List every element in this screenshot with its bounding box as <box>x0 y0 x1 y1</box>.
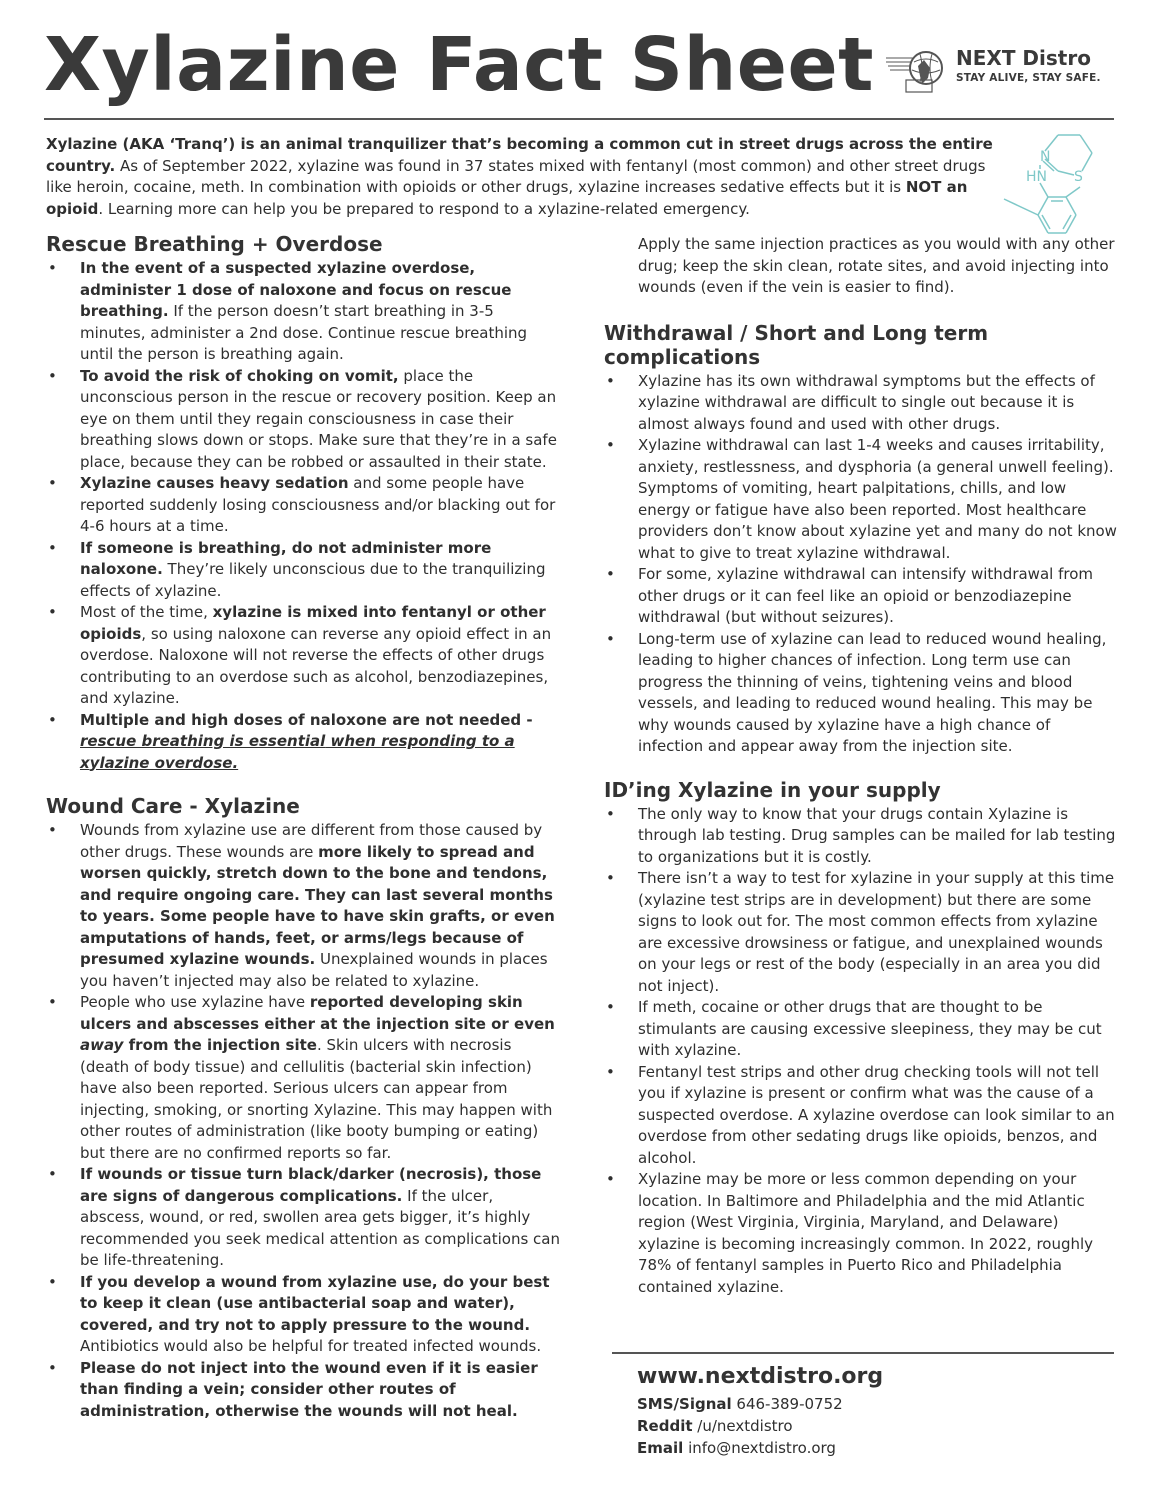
id-list <box>604 804 1120 1299</box>
reddit-value[interactable]: /u/nextdistro <box>692 1417 793 1435</box>
wound-list <box>46 820 560 1422</box>
rescue-section <box>46 232 560 774</box>
rescue-b5-text1: Most of the time, <box>80 603 213 621</box>
list-item <box>46 538 560 603</box>
withdrawal-section <box>604 321 1120 758</box>
rescue-b6-tail: when responding to a xylazine overdose. <box>80 732 515 772</box>
page-title: Xylazine Fact Sheet <box>44 22 875 108</box>
list-item: • Long-term use of xylazine can lead to reduced wound healing, leading to higher chances of infection. Long term use can progress the thinning of veins, tightening veins and blood vessels, and leading to reduced wound healing. This may be why wounds caused by xylazine have a high chance of infection and appear away from the injection site. <box>604 629 1120 758</box>
rescue-heading: Rescue Breathing + Overdose <box>46 232 383 256</box>
contact-footer <box>637 1364 1107 1459</box>
list-item <box>46 820 560 992</box>
list-item <box>46 710 560 775</box>
wound-b2-bold1: reported developing skin ulcers and abscesses either at the injection site or even <box>80 993 555 1033</box>
wound-section <box>46 794 560 1422</box>
list-item: • For some, xylazine withdrawal can intensify withdrawal from other drugs or it can feel like an opioid or benzodiazepine withdrawal (but without seizures). <box>604 564 1120 629</box>
withdrawal-heading: Withdrawal / Short and Long term complications <box>604 320 989 369</box>
logo-tagline: STAY ALIVE, STAY SAFE. <box>956 72 1101 84</box>
list-item: • There isn’t a way to test for xylazine in your supply at this time (xylazine test strips are in development) but there are some signs to look out for. The most common effects from xylazine are excessive drowsiness or fatigue, and unexplained wounds on your legs or rest of the body (especially in an area you did not inject). <box>604 868 1120 997</box>
list-item: • If meth, cocaine or other drugs that are thought to be stimulants are causing excessive sleepiness, they may be cut with xylazine. <box>604 997 1120 1062</box>
wound-b5-bold: Please do not inject into the wound even if it is easier than finding a vein; consider other routes of administration, otherwise the wounds will not heal. <box>80 1358 538 1420</box>
molecule-atom-s: S <box>1074 169 1083 185</box>
wound-b4-text: Antibiotics would also be helpful for treated infected wounds. <box>80 1337 542 1355</box>
wound-heading: Wound Care - Xylazine <box>46 794 300 818</box>
rescue-b5-text2: , so using naloxone can reverse any opioid effect in an overdose. Naloxone will not reverse the effects of other drugs contributing to an overdose such as alcohol, benzodiazepines, and xylazine. <box>80 624 552 707</box>
wound-b2-bold2: from the injection site <box>123 1036 317 1054</box>
wound-continued-text: Apply the same injection practices as you would with any other drug; keep the skin clean, rotate sites, and avoid injecting into wounds (even if the vein is easier to find). <box>638 235 1115 296</box>
id-section <box>604 778 1120 1299</box>
xylazine-molecule-icon <box>1000 125 1100 245</box>
molecule-atom-hn: HN <box>1026 169 1047 185</box>
list-item <box>46 473 560 538</box>
wound-b1-text2: Unexplained wounds in places you haven’t injected may also be related to xylazine. <box>80 950 548 990</box>
rescue-b2-bold: To avoid the risk of choking on vomit, <box>80 366 399 385</box>
rescue-b5-bold: xylazine is mixed into fentanyl or other opioids <box>80 603 546 643</box>
footer-divider <box>612 1352 1114 1354</box>
left-column <box>46 232 560 1422</box>
intro-paragraph <box>46 134 1006 220</box>
list-item <box>46 1164 560 1272</box>
rescue-b6-underline: rescue breathing is essential <box>80 732 326 750</box>
rescue-list <box>46 258 560 774</box>
list-item: • Xylazine withdrawal can last 1-4 weeks and causes irritability, anxiety, restlessness, and dysphoria (a general unwell feeling). Symptoms of vomiting, heart palpitations, chills, and low energy or fatigue have also been reported. Most healthcare providers don’t know about xylazine yet and many do not know what to give to treat xylazine withdrawal. <box>604 435 1120 564</box>
wound-b3-text: If the ulcer, abscess, wound, or red, swollen area gets bigger, it’s highly recommended you seek medical attention as complications can be life-threatening. <box>80 1186 561 1269</box>
globe-logo-icon <box>884 44 950 96</box>
molecule-atom-n: N <box>1040 149 1051 165</box>
reddit-label: Reddit <box>637 1417 693 1435</box>
sms-value[interactable]: 646-389-0752 <box>731 1395 843 1413</box>
wound-b4-bold: If you develop a wound from xylazine use, do your best to keep it clean (use antibacterial soap and water), covered, and try not to apply pressure to the wound. <box>80 1272 550 1334</box>
next-distro-logo <box>884 42 1114 98</box>
logo-name: NEXT Distro <box>956 46 1091 70</box>
rescue-b6-bold: Multiple and high doses of naloxone are not needed <box>80 710 522 729</box>
sms-label: SMS/Signal <box>637 1395 732 1413</box>
list-item <box>46 602 560 710</box>
wound-b2-text2: . Skin ulcers with necrosis (death of body tissue) and cellulitis (bacterial skin infection) have also been reported. Serious ulcers can appear from injecting, smoking, or snorting Xylazine. This may happen with other routes of administration (like booty bumping or eating) but there are no confirmed reports so far. <box>80 1036 553 1162</box>
intro-text-2: . Learning more can help you be prepared to respond to a xylazine-related emergency. <box>98 199 750 218</box>
intro-bold: Xylazine (AKA ‘Tranq’) is an animal tranquilizer that’s becoming a common cut in street drugs across the entire country. <box>46 135 993 175</box>
id-heading: ID’ing Xylazine in your supply <box>604 777 941 802</box>
sms-contact <box>637 1393 1107 1415</box>
rescue-b6-dash: - <box>521 710 533 729</box>
rescue-b2-text: place the unconscious person in the rescue or recovery position. Keep an eye on them until they regain consciousness in case their breathing slows down or stops. Make sure that they’re in a safe place, because they can be robbed or assaulted in their state. <box>80 366 557 471</box>
list-item: • The only way to know that your drugs contain Xylazine is through lab testing. Drug samples can be mailed for lab testing to organizations but it is costly. <box>604 804 1120 869</box>
rescue-b1-text: If the person doesn’t start breathing in 3-5 minutes, administer a 2nd dose. Continue rescue breathing until the person is breathing again. <box>80 302 528 363</box>
intro-not-opioid: NOT an opioid <box>46 178 968 218</box>
wound-b2-text1: People who use xylazine have <box>80 993 310 1011</box>
rescue-b1-bold: In the event of a suspected xylazine overdose, administer 1 dose of naloxone and focus on rescue breathing. <box>80 259 512 320</box>
list-item <box>46 1358 560 1423</box>
list-item <box>46 366 560 474</box>
list-item <box>46 992 560 1164</box>
header-divider <box>44 118 1114 120</box>
rescue-b3-bold: Xylazine causes heavy sedation <box>80 474 349 492</box>
wound-b3-bold: If wounds or tissue turn black/darker (necrosis), those are signs of dangerous complications. <box>80 1165 542 1205</box>
email-contact <box>637 1437 1107 1459</box>
list-item <box>46 258 560 366</box>
list-item: • Xylazine has its own withdrawal symptoms but the effects of xylazine withdrawal are difficult to single out because it is almost always found and used with other drugs. <box>604 371 1120 436</box>
list-item: • Fentanyl test strips and other drug checking tools will not tell you if xylazine is present or confirm what was the cause of a suspected overdose. A xylazine overdose can look similar to an overdose from other sedating drugs like opioids, benzos, and alcohol. <box>604 1062 1120 1170</box>
website-link[interactable]: www.nextdistro.org <box>637 1364 884 1389</box>
wound-b2-italic: away <box>80 1036 124 1054</box>
reddit-contact <box>637 1415 1107 1437</box>
wound-b1-text1: Wounds from xylazine use are different from those caused by other drugs. These wounds are <box>80 821 543 861</box>
list-item: • Xylazine may be more or less common depending on your location. In Baltimore and Philadelphia and the mid Atlantic region (West Virginia, Virginia, Maryland, and Delaware) xylazine is becoming increasingly common. In 2022, roughly 78% of fentanyl samples in Puerto Rico and Philadelphia contained xylazine. <box>604 1169 1120 1298</box>
intro-text-1: As of September 2022, xylazine was found in 37 states mixed with fentanyl (most common) and other street drugs like heroin, cocaine, meth. In combination with opioids or other drugs, xylazine increases sedative effects but it is <box>46 156 986 196</box>
list-item <box>46 1272 560 1358</box>
rescue-b4-bold: If someone is breathing, do not administer more naloxone. <box>80 538 492 578</box>
rescue-b4-text: They’re likely unconscious due to the tranquilizing effects of xylazine. <box>80 560 546 600</box>
right-column <box>604 234 1120 1298</box>
rescue-b3-text: and some people have reported suddenly losing consciousness and/or blacking out for 4-6 hours at a time. <box>80 474 556 535</box>
withdrawal-list <box>604 371 1120 758</box>
email-label: Email <box>637 1439 684 1457</box>
email-value[interactable]: info@nextdistro.org <box>683 1439 836 1457</box>
wound-b1-bold: more likely to spread and worsen quickly, stretch down to the bone and tendons, and require ongoing care. They can last several months to years. Some people have to have skin grafts, or even amputations of hands, feet, or arms/legs because of presumed xylazine wounds. <box>80 842 555 968</box>
